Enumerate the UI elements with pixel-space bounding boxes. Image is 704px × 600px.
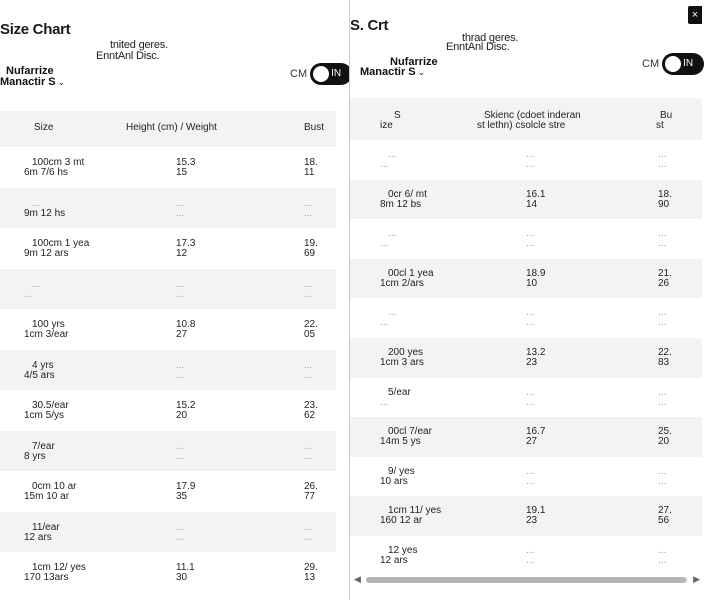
size-cell-line-2: 1cm 2/ars xyxy=(380,277,424,289)
bust-cell-line-1: 22. xyxy=(304,319,318,330)
measure-cell-line-2: ... xyxy=(176,369,185,381)
bust-cell-line-2: ... xyxy=(304,288,313,300)
measure-cell-line-2: 14 xyxy=(526,198,538,210)
measure-cell-line-1: ... xyxy=(176,359,185,371)
size-cell-line-2: 8 yrs xyxy=(24,450,46,462)
measure-cell-line-1: ... xyxy=(176,440,185,452)
size-cell-line-1: 00cl 7/ear xyxy=(388,426,432,438)
scroll-left-arrow-icon[interactable]: ◀ xyxy=(354,574,361,584)
header-height-weight: Height (cm) / Weight xyxy=(126,122,217,133)
measure-cell-line-2: 27 xyxy=(526,436,538,448)
header-height-weight-line-2: st lethn) csolcle stre xyxy=(477,120,566,131)
size-cell-line-1: ... xyxy=(388,228,397,240)
bust-cell-line-1: 26. xyxy=(304,481,318,492)
toggle-knob xyxy=(665,56,681,72)
size-cell-line-1: 100cm 3 mt xyxy=(32,157,85,168)
measure-cell-line-1: ... xyxy=(526,465,535,477)
subtitle-line-2: EnntAnl Disc. xyxy=(96,50,160,62)
measure-cell-line-1: 17.9 xyxy=(176,481,196,492)
size-cell-line-2: 12 ars xyxy=(24,531,52,543)
bust-cell-line-2: ... xyxy=(658,317,667,329)
measure-cell-line-2: 12 xyxy=(176,248,188,259)
bust-cell-line-2: ... xyxy=(658,238,667,250)
size-cell-line-2: ... xyxy=(24,288,33,300)
bust-cell-line-1: ... xyxy=(304,521,313,533)
measure-cell-line-2: ... xyxy=(526,238,535,250)
header-size-line-2: ize xyxy=(380,120,393,131)
table-row xyxy=(350,219,702,259)
table-row xyxy=(350,140,702,180)
measure-cell-line-2: 27 xyxy=(176,329,188,340)
bust-cell-line-1: ... xyxy=(658,149,667,160)
size-cell-line-1: 11/ear xyxy=(32,521,60,533)
bust-cell-line-1: ... xyxy=(658,465,667,477)
size-cell-line-1: 100cm 1 yea xyxy=(32,238,90,249)
table-row xyxy=(350,298,702,338)
measure-cell-line-1: ... xyxy=(526,386,535,398)
scroll-right-arrow-icon[interactable]: ▶ xyxy=(693,574,700,584)
bust-cell-line-2: ... xyxy=(304,369,313,381)
measure-cell-line-1: 18.9 xyxy=(526,267,546,279)
bust-cell-line-2: ... xyxy=(304,450,313,462)
measure-cell-line-1: 15.2 xyxy=(176,400,196,411)
measure-cell-line-2: 20 xyxy=(176,410,188,421)
measure-cell-line-2: 10 xyxy=(526,277,538,289)
table-row xyxy=(350,536,702,576)
measure-cell-line-2: ... xyxy=(176,288,185,300)
size-cell-line-1: 5/ear xyxy=(388,386,411,398)
size-cell-line-1: 1cm 11/ yes xyxy=(388,505,442,517)
measure-cell-line-1: ... xyxy=(176,278,185,290)
chevron-down-icon: ⌄ xyxy=(417,67,426,77)
measure-cell-line-1: ... xyxy=(176,521,185,533)
table-row xyxy=(0,269,336,310)
brand-selector[interactable]: Nufarrize xyxy=(390,56,438,68)
size-cell-line-1: 7/ear xyxy=(32,440,55,452)
table-row xyxy=(0,188,336,229)
measure-cell-line-1: ... xyxy=(526,228,535,240)
size-cell-line-2: 4/5 ars xyxy=(24,369,55,381)
manufacturer-selector[interactable]: Manactir S ⌄ xyxy=(360,66,426,78)
size-cell-line-1: 200 yes xyxy=(388,347,424,358)
subtitle-line-1: thrad geres. xyxy=(462,32,519,44)
measure-cell-line-1: 16.7 xyxy=(526,426,546,438)
measure-cell-line-2: ... xyxy=(526,396,535,408)
size-cell-line-1: ... xyxy=(388,307,397,319)
measure-cell-line-2: ... xyxy=(176,450,185,462)
measure-cell-line-2: 23 xyxy=(526,357,538,368)
close-button[interactable]: × xyxy=(688,6,702,24)
bust-cell-line-2: 77 xyxy=(304,491,316,502)
measure-cell-line-1: 10.8 xyxy=(176,319,196,330)
table-row xyxy=(0,350,336,391)
table-row xyxy=(350,338,702,378)
header-size: Size xyxy=(34,122,54,133)
horizontal-scrollbar[interactable] xyxy=(352,573,702,587)
bust-cell-line-1: ... xyxy=(658,386,667,398)
size-cell-line-1: ... xyxy=(388,149,397,160)
toggle-knob xyxy=(313,66,329,82)
size-cell-line-2: 1cm 5/ys xyxy=(24,410,65,421)
bust-cell-line-1: ... xyxy=(658,228,667,240)
table-row xyxy=(350,417,702,457)
size-cell-line-2: 160 12 ar xyxy=(380,515,423,527)
bust-cell-line-2: ... xyxy=(304,207,313,219)
bust-cell-line-1: ... xyxy=(304,359,313,371)
measure-cell-line-1: 19.1 xyxy=(526,505,546,517)
size-cell-line-1: 30.5/ear xyxy=(32,400,69,411)
size-cell-line-2: 9m 12 ars xyxy=(24,248,69,259)
bust-cell-line-1: 19. xyxy=(304,238,318,249)
bust-cell-line-2: ... xyxy=(658,555,667,566)
bust-cell-line-1: ... xyxy=(304,197,313,209)
measure-cell-line-1: 11.1 xyxy=(176,562,195,573)
bust-cell-line-1: 18. xyxy=(658,188,672,200)
table-row xyxy=(0,471,336,512)
bust-cell-line-1: ... xyxy=(304,440,313,452)
header-bust-line-2: st xyxy=(656,120,664,131)
size-cell-line-2: ... xyxy=(380,238,389,250)
bust-cell-line-1: ... xyxy=(658,545,667,556)
size-cell-line-1: 100 yrs xyxy=(32,319,65,330)
bust-cell-line-1: 21. xyxy=(658,267,672,279)
panel-title: Size Chart xyxy=(0,21,71,38)
measure-cell-line-2: ... xyxy=(526,317,535,329)
measure-cell-line-2: ... xyxy=(526,475,535,487)
unit-toggle[interactable]: IN xyxy=(310,63,352,85)
measure-cell-line-1: 17.3 xyxy=(176,238,196,249)
size-cell-line-1: 4 yrs xyxy=(32,359,54,371)
table-row xyxy=(0,512,336,553)
size-cell-line-2: 15m 10 ar xyxy=(24,491,70,502)
bust-cell-line-1: 23. xyxy=(304,400,318,411)
size-cell-line-2: 10 ars xyxy=(380,475,408,487)
bust-cell-line-2: ... xyxy=(658,396,667,408)
table-row xyxy=(0,147,336,188)
bust-cell-line-2: 62 xyxy=(304,410,316,421)
chevron-down-icon: ⌄ xyxy=(57,77,66,87)
measure-cell-line-1: 15.3 xyxy=(176,157,196,168)
brand-selector[interactable]: Nufarrize xyxy=(6,65,54,77)
bust-cell-line-2: 69 xyxy=(304,248,316,259)
header-bust: Bust xyxy=(304,122,325,133)
bust-cell-line-2: 13 xyxy=(304,572,316,583)
size-cell-line-1: 9/ yes xyxy=(388,465,415,477)
bust-cell-line-2: ... xyxy=(304,531,313,543)
size-cell-line-1: 0cm 10 ar xyxy=(32,481,77,492)
measure-cell-line-2: 23 xyxy=(526,515,538,527)
size-cell-line-2: 170 13ars xyxy=(24,572,69,583)
scrollbar-thumb[interactable] xyxy=(366,577,686,583)
table-header xyxy=(350,98,702,140)
measure-cell-line-2: ... xyxy=(176,207,185,219)
bust-cell-line-1: 27. xyxy=(658,505,672,517)
table-row xyxy=(0,309,336,350)
table-row xyxy=(350,259,702,299)
measure-cell-line-2: 15 xyxy=(176,167,188,178)
size-cell-line-2: 9m 12 hs xyxy=(24,207,66,219)
measure-cell-line-1: 16.1 xyxy=(526,188,546,200)
unit-converter[interactable] xyxy=(642,52,704,76)
size-cell-line-2: 8m 12 bs xyxy=(380,198,422,210)
bust-cell-line-2: 56 xyxy=(658,515,670,527)
size-cell-line-1: ... xyxy=(32,278,41,290)
header-height-weight-line-1: Skienc (cdoet inderan xyxy=(484,110,581,121)
table-row xyxy=(0,431,336,472)
bust-cell-line-1: ... xyxy=(658,307,667,319)
table-row xyxy=(0,390,336,431)
size-chart-panel-right xyxy=(350,0,702,600)
bust-cell-line-2: 83 xyxy=(658,357,670,368)
header-size-line-1: S xyxy=(394,110,401,121)
header-bust-line-1: Bu xyxy=(660,110,673,121)
measure-cell-line-2: ... xyxy=(526,159,535,170)
size-cell-line-2: ... xyxy=(380,317,389,329)
bust-cell-line-2: 26 xyxy=(658,277,670,289)
size-cell-line-2: 1cm 3/ear xyxy=(24,329,69,340)
measure-cell-line-1: ... xyxy=(526,545,535,556)
bust-cell-line-1: ... xyxy=(304,278,313,290)
subtitle-line-2: EnntAnl Disc. xyxy=(446,41,510,53)
size-cell-line-2: 6m 7/6 hs xyxy=(24,167,68,178)
bust-cell-line-1: 18. xyxy=(304,157,318,168)
table-row xyxy=(350,457,702,497)
table-row xyxy=(350,496,702,536)
bust-cell-line-2: ... xyxy=(658,159,667,170)
measure-cell-line-1: ... xyxy=(176,197,185,209)
unit-label: CM xyxy=(642,58,660,70)
size-cell-line-1: ... xyxy=(32,197,41,209)
bust-cell-line-2: 11 xyxy=(304,167,315,178)
bust-cell-line-2: 05 xyxy=(304,329,316,340)
size-cell-line-2: 1cm 3 ars xyxy=(380,357,424,368)
bust-cell-line-1: 29. xyxy=(304,562,318,573)
bust-cell-line-2: ... xyxy=(658,475,667,487)
panel-title: S. Crt xyxy=(350,17,389,34)
bust-cell-line-2: 20 xyxy=(658,436,670,448)
measure-cell-line-1: ... xyxy=(526,149,535,160)
size-cell-line-1: 00cl 1 yea xyxy=(388,267,434,279)
unit-label: CM xyxy=(290,68,308,80)
table-row xyxy=(0,228,336,269)
size-cell-line-2: 14m 5 ys xyxy=(380,436,421,448)
measure-cell-line-2: ... xyxy=(176,531,185,543)
table-row xyxy=(350,180,702,220)
measure-cell-line-2: ... xyxy=(526,555,535,566)
table-header xyxy=(0,111,336,147)
measure-cell-line-2: 35 xyxy=(176,491,188,502)
measure-cell-line-2: 30 xyxy=(176,572,188,583)
size-cell-line-1: 0cr 6/ mt xyxy=(388,188,427,200)
bust-cell-line-2: 90 xyxy=(658,198,670,210)
size-cell-line-2: 12 ars xyxy=(380,555,408,566)
bust-cell-line-1: 25. xyxy=(658,426,672,438)
size-cell-line-2: ... xyxy=(380,159,389,170)
subtitle-line-1: tnited geres. xyxy=(110,39,168,51)
unit-converter[interactable] xyxy=(290,62,352,86)
manufacturer-selector[interactable]: Manactir S ⌄ xyxy=(0,76,66,88)
measure-cell-line-1: ... xyxy=(526,307,535,319)
unit-toggle[interactable]: IN xyxy=(662,53,704,75)
bust-cell-line-1: 22. xyxy=(658,347,672,358)
table-row xyxy=(0,552,336,593)
table-row xyxy=(350,378,702,418)
size-cell-line-1: 1cm 12/ yes xyxy=(32,562,86,573)
size-cell-line-1: 12 yes xyxy=(388,545,418,556)
measure-cell-line-1: 13.2 xyxy=(526,347,546,358)
size-chart-panel-left xyxy=(0,0,342,600)
size-cell-line-2: ... xyxy=(380,396,389,408)
